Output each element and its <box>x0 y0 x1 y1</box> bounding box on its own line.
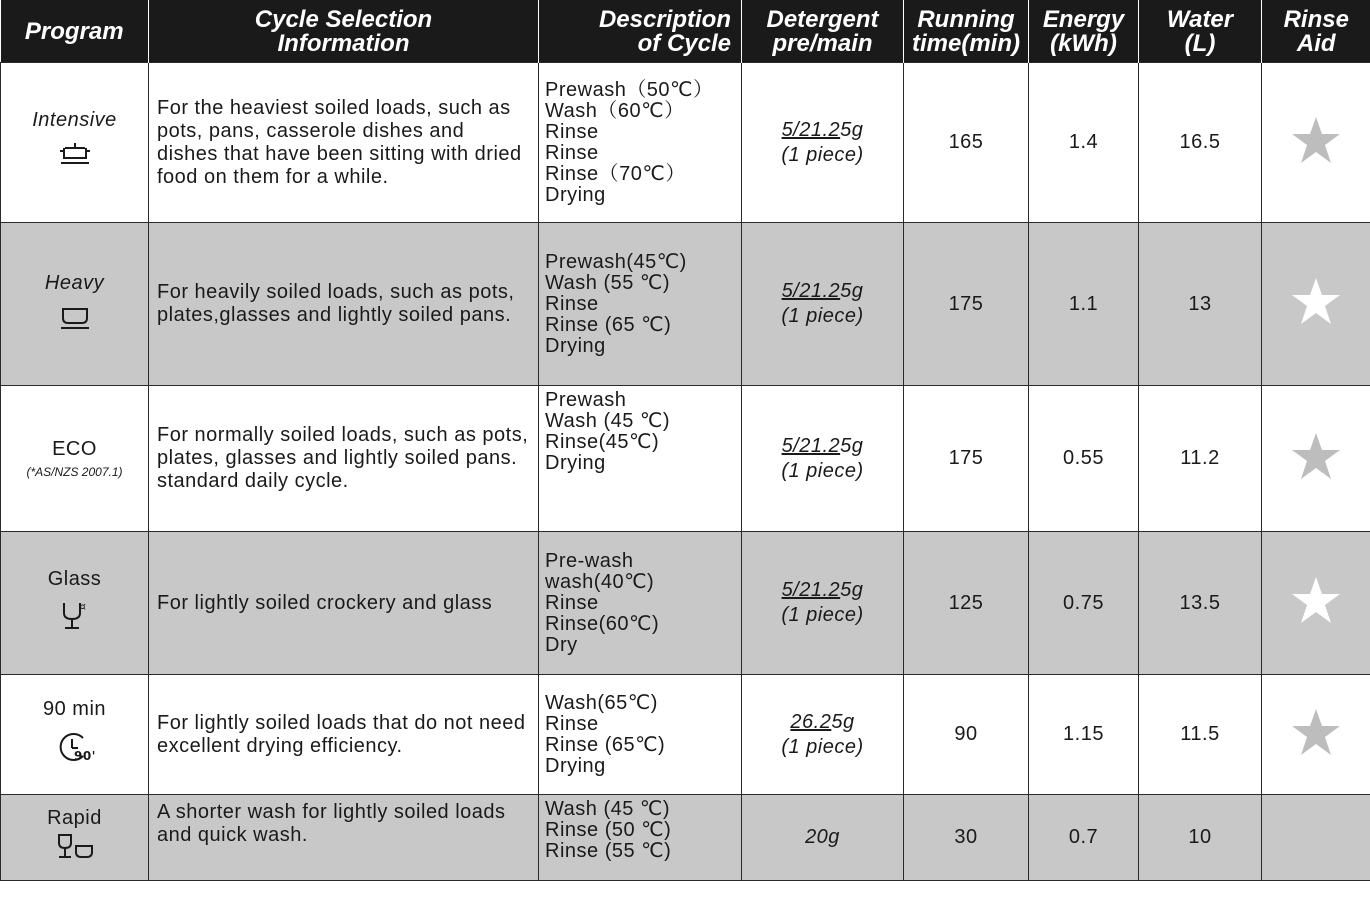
header-running-time: Running time(min) <box>904 0 1029 63</box>
water-value: 13 <box>1139 223 1262 386</box>
water-value: 13.5 <box>1139 532 1262 675</box>
detergent-cell: 5/21.25g (1 piece) <box>742 63 904 223</box>
energy-value: 0.75 <box>1029 532 1139 675</box>
cycle-description: Wash(65℃) Rinse Rinse (65℃) Drying <box>539 675 742 795</box>
energy-value: 0.7 <box>1029 795 1139 881</box>
program-cell <box>1 386 149 532</box>
water-value: 11.2 <box>1139 386 1262 532</box>
program-cell <box>1 795 149 881</box>
header-description: Description of Cycle <box>539 0 742 63</box>
detergent-cell: 5/21.25g (1 piece) <box>742 223 904 386</box>
glass-icon <box>2 599 147 639</box>
table-row <box>1 223 1370 386</box>
program-cell <box>1 532 149 675</box>
bowl-icon <box>2 303 147 337</box>
cups-icon <box>2 832 147 868</box>
program-cell <box>1 63 149 223</box>
program-name: ECO <box>52 438 97 460</box>
program-name: Glass <box>47 567 102 590</box>
detergent-cell: 20g <box>742 795 904 881</box>
running-time: 90 <box>904 675 1029 795</box>
rinse-aid-cell <box>1262 675 1370 795</box>
rinse-aid-cell <box>1262 386 1370 532</box>
energy-value: 1.4 <box>1029 63 1139 223</box>
cycle-description: Wash (45 ℃) Rinse (50 ℃) Rinse (55 ℃) <box>539 795 742 881</box>
svg-text:¤: ¤ <box>78 599 86 613</box>
energy-value: 1.1 <box>1029 223 1139 386</box>
cycle-description: Pre-wash wash(40℃) Rinse Rinse(60℃) Dry <box>539 532 742 675</box>
water-value: 11.5 <box>1139 675 1262 795</box>
detergent-cell: 5/21.25g (1 piece) <box>742 386 904 532</box>
star-icon <box>1291 576 1341 624</box>
program-name: Intensive <box>32 109 117 131</box>
cycle-info: For heavily soiled loads, such as pots, plates,glasses and lightly soiled pans. <box>149 223 539 386</box>
rinse-aid-cell <box>1262 63 1370 223</box>
program-standard: (*AS/NZS 2007.1) <box>26 465 123 479</box>
clock-90-icon <box>2 729 147 771</box>
rinse-aid-cell <box>1262 795 1370 881</box>
detergent-cell: 26.25g (1 piece) <box>742 675 904 795</box>
header-cycle-info: Cycle Selection Information <box>149 0 539 63</box>
header-energy: Energy (kWh) <box>1029 0 1139 63</box>
star-icon <box>1291 432 1341 480</box>
table-row <box>1 386 1370 532</box>
cycle-info: For lightly soiled loads that do not need excellent drying efficiency. <box>149 675 539 795</box>
water-value: 10 <box>1139 795 1262 881</box>
cycle-description: Prewash（50℃） Wash（60℃） Rinse Rinse Rinse（70℃） Drying <box>539 63 742 223</box>
header-water: Water (L) <box>1139 0 1262 63</box>
header-detergent: Detergent pre/main <box>742 0 904 63</box>
energy-value: 0.55 <box>1029 386 1139 532</box>
table-row <box>1 532 1370 675</box>
cycle-info: For normally soiled loads, such as pots, plates, glasses and lightly soiled pans. standard daily cycle. <box>149 386 539 532</box>
star-icon <box>1291 116 1341 164</box>
program-cell <box>1 223 149 386</box>
running-time: 175 <box>904 223 1029 386</box>
cycle-info: For lightly soiled crockery and glass <box>149 532 539 675</box>
cycle-description: Prewash(45℃) Wash (55 ℃) Rinse Rinse (65 ℃) Drying <box>539 223 742 386</box>
running-time: 175 <box>904 386 1029 532</box>
cycle-description: Prewash Wash (45 ℃) Rinse(45℃) Drying <box>539 386 742 532</box>
program-cell <box>1 675 149 795</box>
running-time: 30 <box>904 795 1029 881</box>
table-row <box>1 63 1370 223</box>
header-row <box>1 0 1370 63</box>
table-row <box>1 675 1370 795</box>
running-time: 125 <box>904 532 1029 675</box>
header-rinse-aid: Rinse Aid <box>1262 0 1370 63</box>
star-icon <box>1291 708 1341 756</box>
rinse-aid-cell <box>1262 532 1370 675</box>
running-time: 165 <box>904 63 1029 223</box>
water-value: 16.5 <box>1139 63 1262 223</box>
energy-value: 1.15 <box>1029 675 1139 795</box>
cycle-info: For the heaviest soiled loads, such as pots, pans, casserole dishes and dishes that have been sitting with dried food on them for a while. <box>149 63 539 223</box>
table-row <box>1 795 1370 881</box>
program-name: Heavy <box>44 271 105 294</box>
star-icon <box>1291 277 1341 325</box>
pot-icon <box>2 140 147 176</box>
program-name: 90 min <box>42 698 107 720</box>
svg-text:90': 90' <box>73 749 96 763</box>
rinse-aid-cell <box>1262 223 1370 386</box>
cycle-info: A shorter wash for lightly soiled loads and quick wash. <box>149 795 539 881</box>
detergent-cell: 5/21.25g (1 piece) <box>742 532 904 675</box>
program-name: Rapid <box>47 807 102 829</box>
header-program: Program <box>1 0 149 63</box>
